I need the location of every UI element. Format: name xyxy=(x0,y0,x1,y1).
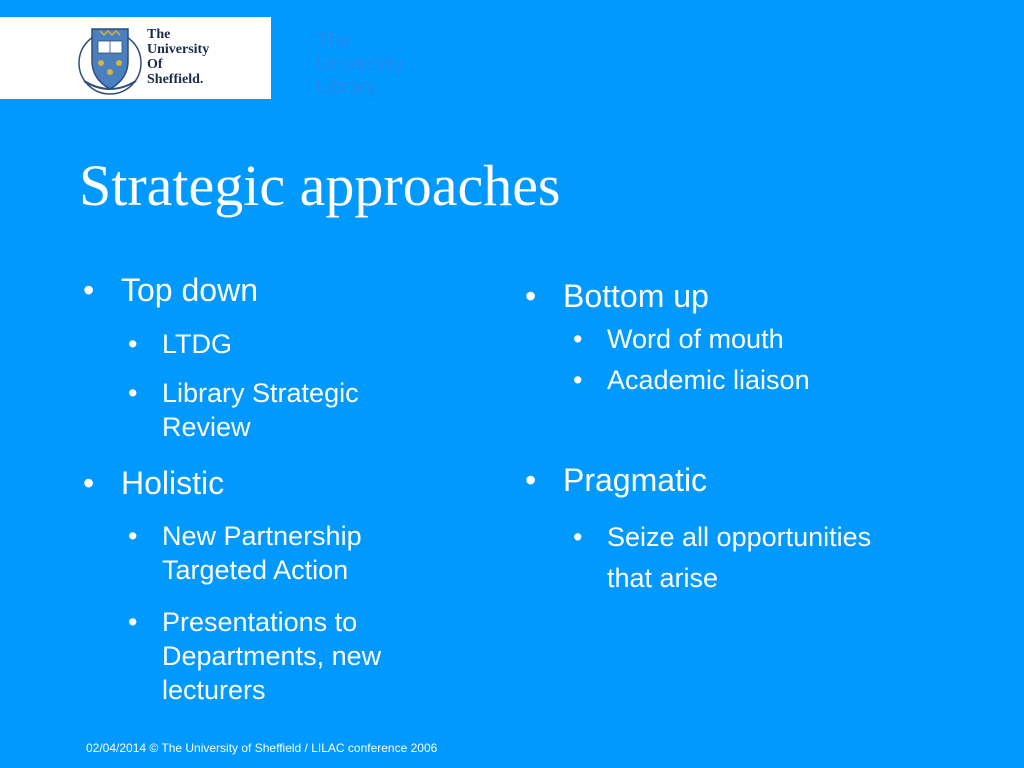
bullet-text: Pragmatic xyxy=(563,462,708,498)
library-caption xyxy=(316,30,404,99)
sub-bullet-library-strategic-review xyxy=(128,376,359,444)
sub-bullet-dot: • xyxy=(573,365,583,395)
sub-bullet-dot: • xyxy=(128,607,138,637)
sub-bullet-word-of-mouth xyxy=(573,322,784,356)
sub-bullet-new-partnership xyxy=(128,519,362,587)
bullet-bottom-up xyxy=(525,278,709,314)
logo-line-4: Sheffield. xyxy=(147,72,204,87)
bullet-holistic xyxy=(83,465,224,501)
footer-date: 02/04/2014 xyxy=(86,741,147,755)
sub-bullet-dot: • xyxy=(128,521,138,551)
logo-line-1: The xyxy=(147,27,171,42)
sub-bullet-text xyxy=(607,517,871,599)
logo-wordmark xyxy=(147,27,209,87)
bullet-dot: • xyxy=(525,278,537,314)
sub-bullet-text: Word of mouth xyxy=(607,324,784,354)
bullet-dot: • xyxy=(83,465,95,501)
sub-bullet-dot: • xyxy=(573,522,583,552)
sub-bullet-dot: • xyxy=(128,378,138,408)
text-line: lecturers xyxy=(162,675,266,705)
footer-copyright: © The University of Sheffield / LILAC conference 2006 xyxy=(149,741,438,755)
university-logo xyxy=(0,17,271,99)
text-line: Departments, new xyxy=(162,641,382,671)
bullet-text: Bottom up xyxy=(563,278,709,314)
library-caption-line-2: University xyxy=(316,53,404,75)
bullet-top-down xyxy=(83,272,258,308)
logo-line-2: University xyxy=(147,42,210,57)
sub-bullet-text: Academic liaison xyxy=(607,365,810,395)
sub-bullet-ltdg xyxy=(128,327,232,361)
text-line: Library Strategic xyxy=(162,378,359,408)
university-crest-icon xyxy=(74,23,146,97)
text-line: Presentations to xyxy=(162,607,358,637)
sub-bullet-text xyxy=(162,519,362,587)
sub-bullet-academic-liaison xyxy=(573,363,810,397)
bullet-dot: • xyxy=(525,462,537,498)
bullet-text: Holistic xyxy=(121,465,225,501)
sub-bullet-seize-opportunities xyxy=(573,517,871,599)
text-line: Targeted Action xyxy=(162,555,349,585)
slide-footer xyxy=(86,740,437,756)
sub-bullet-text: LTDG xyxy=(162,329,233,359)
sub-bullet-presentations xyxy=(128,605,381,707)
sub-bullet-dot: • xyxy=(573,324,583,354)
logo-line-3: Of xyxy=(147,57,163,72)
library-caption-line-1: The xyxy=(316,30,351,52)
library-caption-line-3: Library. xyxy=(316,76,382,98)
bullet-dot: • xyxy=(83,272,95,308)
slide-title: Strategic approaches xyxy=(79,153,561,218)
bullet-pragmatic xyxy=(525,462,707,498)
text-line: Review xyxy=(162,412,251,442)
text-line: New Partnership xyxy=(162,521,362,551)
sub-bullet-text xyxy=(162,376,359,444)
text-line: Seize all opportunities xyxy=(607,522,872,552)
sub-bullet-dot: • xyxy=(128,329,138,359)
text-line: that arise xyxy=(607,563,719,593)
bullet-text: Top down xyxy=(121,272,258,308)
sub-bullet-text xyxy=(162,605,381,707)
